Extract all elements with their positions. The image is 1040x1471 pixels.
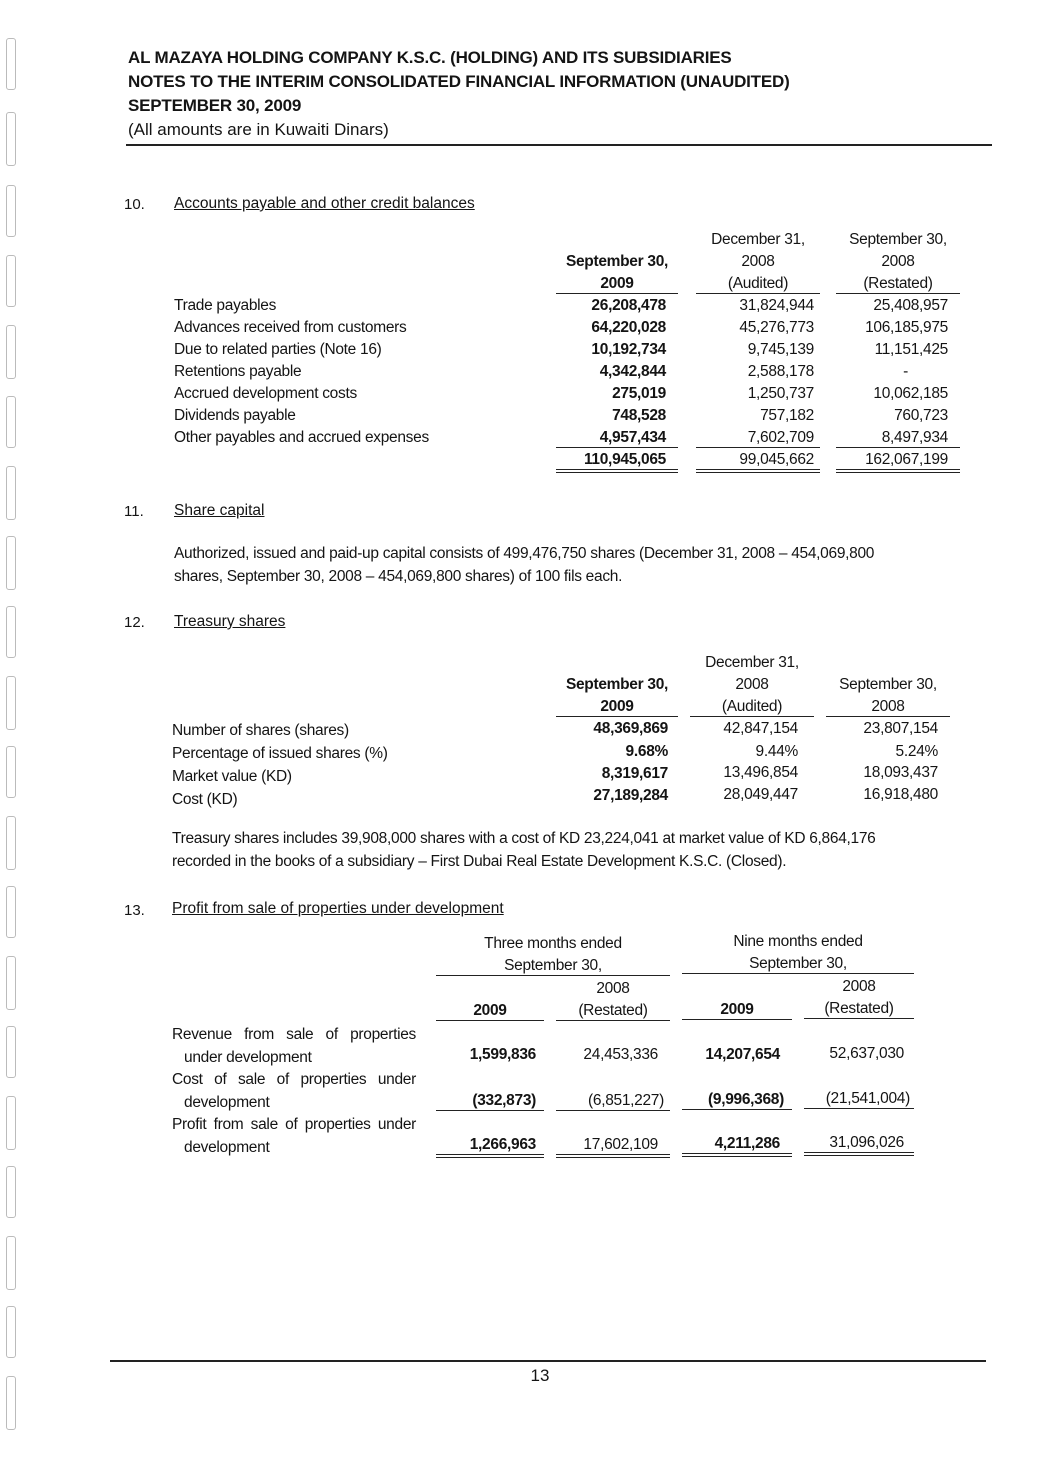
nine-months-header-2: September 30,	[682, 955, 914, 974]
note-12-text-line2: recorded in the books of a subsidiary – First Dubai Real Estate Development K.S.C. (Closed).	[172, 853, 787, 870]
row-label: Other payables and accrued expenses	[174, 429, 429, 446]
row-value-2009: 275,019	[612, 385, 666, 402]
row-value-sep-2008: 16,918,480	[863, 786, 938, 803]
note-12-col2-h1: December 31,	[705, 654, 799, 671]
note-10-title: Accounts payable and other credit balances	[174, 195, 475, 212]
three-months-2008-value: 24,453,336	[583, 1046, 658, 1063]
row-label-line1: Profit from sale of properties under	[172, 1116, 416, 1133]
company-name: AL MAZAYA HOLDING COMPANY K.S.C. (HOLDING) AND ITS SUBSIDIARIES	[128, 48, 732, 67]
row-value-dec-2008: 2,588,178	[747, 363, 814, 380]
three-months-2008-header-1: 2008	[596, 980, 630, 997]
row-value-2009: 9.68%	[625, 743, 668, 760]
row-label: Retentions payable	[174, 363, 302, 380]
nine-months-2009-value: 4,211,286	[682, 1135, 792, 1157]
row-label: Accrued development costs	[174, 385, 357, 402]
row-value-dec-2008: 9,745,139	[747, 341, 814, 358]
row-value-sep-2008: 5.24%	[895, 743, 938, 760]
note-13-title: Profit from sale of properties under development	[172, 900, 504, 917]
note-11-title: Share capital	[174, 502, 265, 519]
row-value-sep-2008: -	[903, 363, 908, 380]
row-value-dec-2008: 757,182	[760, 407, 814, 424]
nine-months-header-1: Nine months ended	[733, 933, 863, 950]
row-value-2009: 4,957,434	[556, 429, 678, 448]
nine-months-2009-header: 2009	[682, 1001, 792, 1020]
row-label-line2: development	[184, 1094, 270, 1111]
note-10-col1-h2: 2009	[556, 275, 678, 294]
nine-months-2008-value: 31,096,026	[804, 1134, 914, 1156]
three-months-header-1: Three months ended	[484, 935, 622, 952]
row-value-dec-2008: 13,496,854	[723, 764, 798, 781]
note-10-col2-h3: (Audited)	[696, 275, 820, 294]
row-value-dec-2008: 28,049,447	[723, 786, 798, 803]
note-12-text-line1: Treasury shares includes 39,908,000 shares with a cost of KD 23,224,041 at market value of KD 6,864,176	[172, 830, 876, 847]
nine-months-2008-header-1: 2008	[842, 978, 876, 995]
note-10-col3-h2: 2008	[881, 253, 915, 270]
note-12-col1-h1: September 30,	[565, 676, 669, 693]
row-label-line2: development	[184, 1139, 270, 1156]
row-value-2009: 4,342,844	[599, 363, 666, 380]
note-12-col3-h1: September 30,	[839, 676, 937, 693]
row-label: Cost (KD)	[172, 791, 238, 808]
three-months-2009-value: (332,873)	[436, 1092, 544, 1111]
row-value-sep-2008: 106,185,975	[865, 319, 948, 336]
three-months-2009-header: 2009	[436, 1002, 544, 1021]
row-value-sep-2008: 11,151,425	[874, 341, 948, 358]
three-months-header-2: September 30,	[436, 957, 670, 976]
row-value-2009: 10,192,734	[591, 341, 666, 358]
note-12-col3-h2: 2008	[826, 698, 950, 717]
row-value-dec-2008: 7,602,709	[696, 429, 820, 448]
row-value-sep-2008: 23,807,154	[863, 720, 938, 737]
nine-months-2008-value: 52,637,030	[829, 1045, 904, 1062]
row-value-dec-2008: 9.44%	[755, 743, 798, 760]
row-label: Due to related parties (Note 16)	[174, 341, 382, 358]
note-13-number: 13.	[124, 902, 145, 919]
nine-months-2008-header-2: (Restated)	[804, 1000, 914, 1019]
note-12-number: 12.	[124, 614, 145, 631]
nine-months-2009-value: 14,207,654	[705, 1046, 780, 1063]
three-months-2009-value: 1,266,963	[436, 1136, 544, 1158]
row-label: Number of shares (shares)	[172, 722, 349, 739]
three-months-2008-value: (6,851,227)	[556, 1092, 670, 1111]
note-12-col1-h2: 2009	[556, 698, 678, 717]
report-title: NOTES TO THE INTERIM CONSOLIDATED FINANCIAL INFORMATION (UNAUDITED)	[128, 72, 790, 91]
currency-note: (All amounts are in Kuwaiti Dinars)	[128, 120, 389, 139]
note-11-text-line1: Authorized, issued and paid-up capital consists of 499,476,750 shares (December 31, 2008 – 454,069,800	[174, 545, 875, 562]
header-divider	[126, 144, 992, 146]
note-11-text-line2: shares, September 30, 2008 – 454,069,800 shares) of 100 fils each.	[174, 568, 623, 585]
note-10-col1-h1: September 30,	[565, 253, 669, 270]
row-value-2009: 48,369,869	[593, 720, 668, 737]
row-value-2009: 64,220,028	[591, 319, 666, 336]
total-2009: 110,945,065	[556, 451, 678, 473]
report-date: SEPTEMBER 30, 2009	[128, 96, 302, 115]
three-months-2008-header-2: (Restated)	[556, 1002, 670, 1021]
row-value-dec-2008: 31,824,944	[739, 297, 814, 314]
row-value-dec-2008: 1,250,737	[747, 385, 814, 402]
three-months-2008-value: 17,602,109	[556, 1136, 670, 1158]
row-label: Advances received from customers	[174, 319, 407, 336]
note-10-col3-h1: September 30,	[849, 231, 947, 248]
row-label: Dividends payable	[174, 407, 296, 424]
three-months-2009-value: 1,599,836	[469, 1046, 536, 1063]
row-value-sep-2008: 10,062,185	[873, 385, 948, 402]
row-value-2009: 27,189,284	[593, 787, 668, 804]
row-label: Trade payables	[174, 297, 277, 314]
row-label-line2: under development	[184, 1049, 312, 1066]
row-value-sep-2008: 25,408,957	[873, 297, 948, 314]
nine-months-2009-value: (9,996,368)	[682, 1091, 792, 1110]
row-value-sep-2008: 760,723	[894, 407, 948, 424]
note-12-col2-h3: (Audited)	[690, 698, 814, 717]
row-value-sep-2008: 8,497,934	[836, 429, 960, 448]
total-sep-2008: 162,067,199	[836, 451, 960, 473]
note-12-col2-h2: 2008	[735, 676, 769, 693]
footer-divider	[110, 1360, 986, 1362]
note-10-col3-h3: (Restated)	[836, 275, 960, 294]
page-number: 13	[530, 1366, 550, 1385]
note-10-col2-h1: December 31,	[711, 231, 805, 248]
total-dec-2008: 99,045,662	[696, 451, 820, 473]
note-10-col2-h2: 2008	[741, 253, 775, 270]
row-value-dec-2008: 42,847,154	[723, 720, 798, 737]
row-value-2009: 8,319,617	[601, 765, 668, 782]
row-value-sep-2008: 18,093,437	[863, 764, 938, 781]
row-value-dec-2008: 45,276,773	[739, 319, 814, 336]
row-label: Market value (KD)	[172, 768, 292, 785]
note-10-number: 10.	[124, 196, 145, 213]
row-label-line1: Cost of sale of properties under	[172, 1071, 416, 1088]
nine-months-2008-value: (21,541,004)	[804, 1090, 914, 1109]
row-value-2009: 748,528	[612, 407, 666, 424]
row-label: Percentage of issued shares (%)	[172, 745, 388, 762]
note-11-number: 11.	[124, 503, 144, 520]
note-12-title: Treasury shares	[174, 613, 286, 630]
row-label-line1: Revenue from sale of properties	[172, 1026, 416, 1043]
row-value-2009: 26,208,478	[591, 297, 666, 314]
